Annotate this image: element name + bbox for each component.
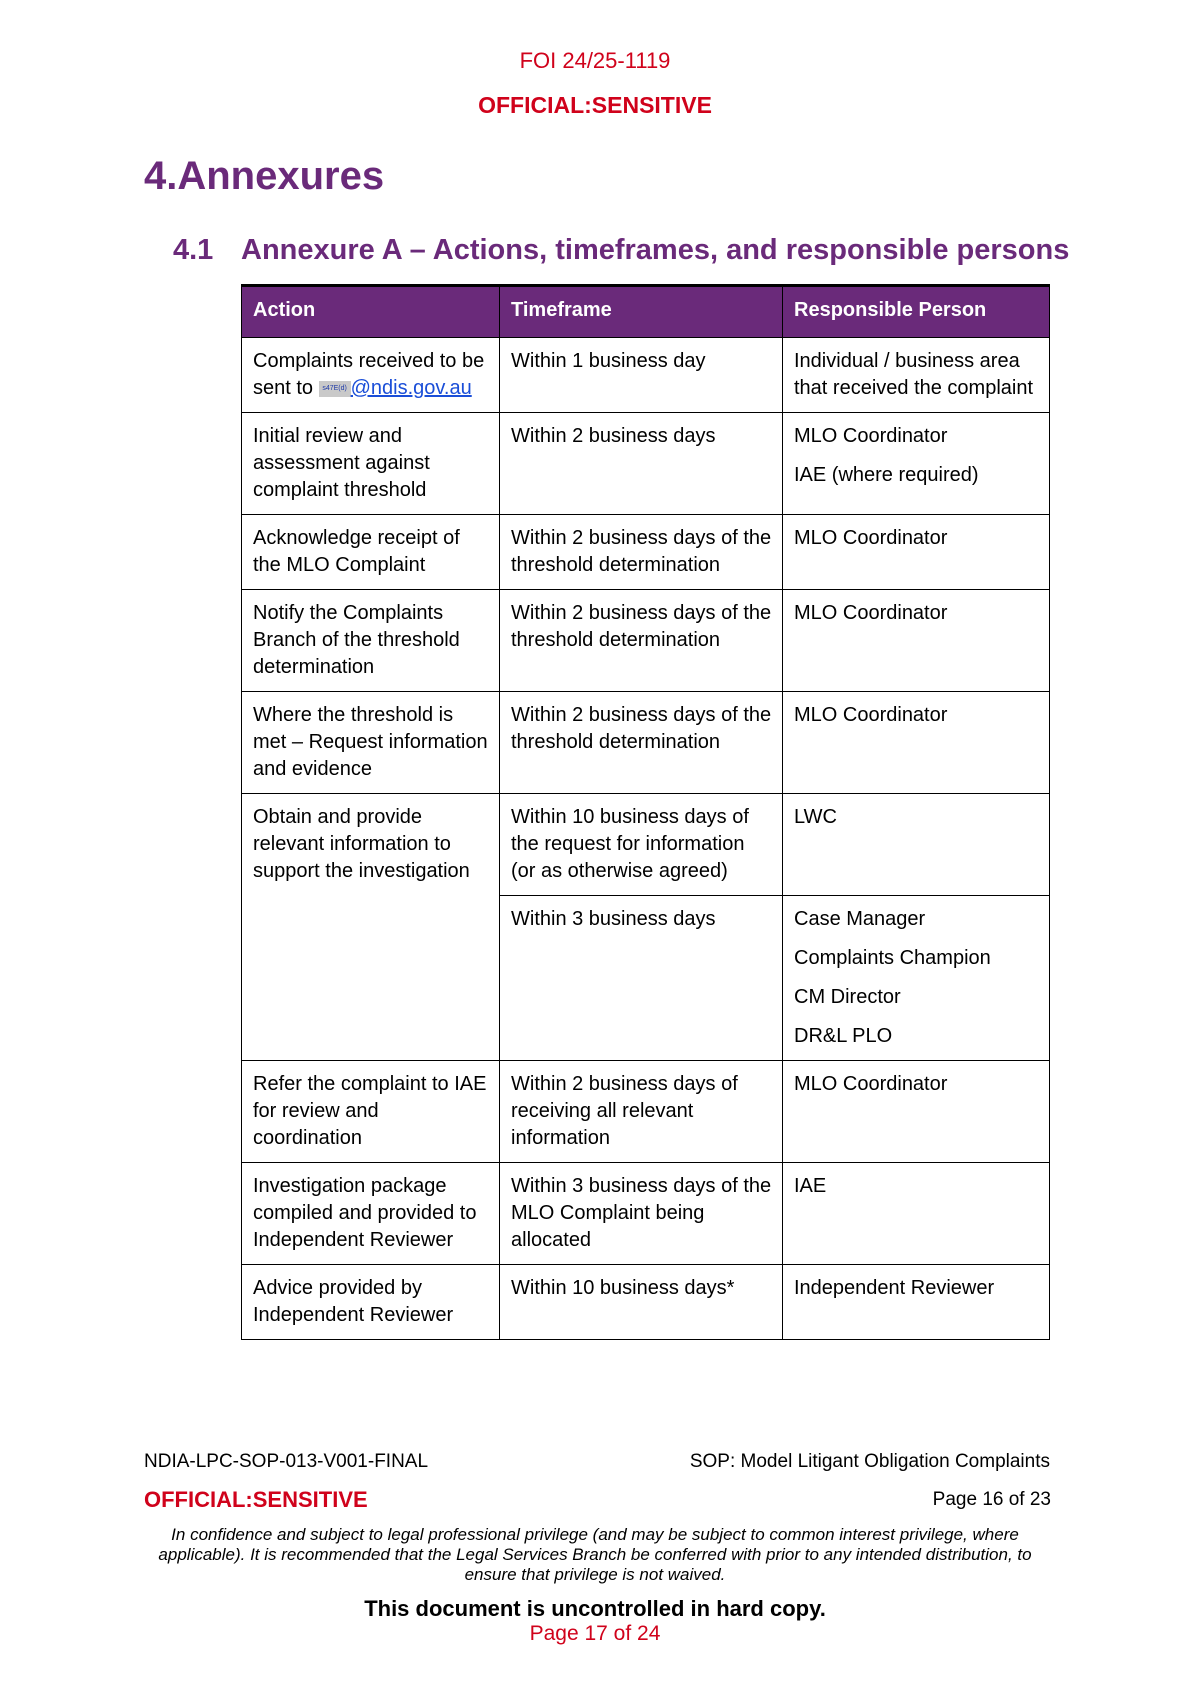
- timeframe-cell: Within 3 business days of the MLO Complaint being allocated: [500, 1163, 783, 1265]
- foi-page-number: Page 17 of 24: [529, 1622, 661, 1645]
- table-row: [242, 692, 1050, 794]
- footer-classification: OFFICIAL:SENSITIVE: [144, 1487, 368, 1512]
- footer-page-number: Page 16 of 23: [932, 1489, 1051, 1510]
- annexure-table: [241, 284, 1050, 1340]
- timeframe-cell: Within 2 business days: [500, 413, 783, 515]
- person-entry: CM Director: [794, 986, 901, 1008]
- timeframe-cell: Within 1 business day: [500, 338, 783, 413]
- person-cell: [783, 896, 1050, 1061]
- action-cell: Investigation package compiled and provided to Independent Reviewer: [242, 1163, 500, 1265]
- footer-uncontrolled-notice: This document is uncontrolled in hard copy.: [364, 1596, 826, 1621]
- subsection-heading: [173, 234, 1069, 267]
- table-row: [242, 1265, 1050, 1340]
- person-entry: DR&L PLO: [794, 1025, 893, 1047]
- foi-reference: FOI 24/25-1119: [519, 48, 671, 73]
- header-timeframe: Timeframe: [500, 286, 783, 338]
- table-row: [242, 413, 1050, 515]
- person-cell: IAE: [783, 1163, 1050, 1265]
- person-entry: Complaints Champion: [794, 947, 991, 969]
- action-cell: Initial review and assessment against complaint threshold: [242, 413, 500, 515]
- person-entry: Case Manager: [794, 908, 926, 930]
- action-cell: [242, 338, 500, 413]
- action-cell: Acknowledge receipt of the MLO Complaint: [242, 515, 500, 590]
- person-cell: [783, 413, 1050, 515]
- classification-header: OFFICIAL:SENSITIVE: [478, 92, 712, 118]
- action-cell: Notify the Complaints Branch of the threshold determination: [242, 590, 500, 692]
- person-entry: IAE (where required): [794, 464, 979, 486]
- email-link[interactable]: @ndis.gov.au: [350, 377, 472, 399]
- timeframe-cell: Within 2 business days of the threshold determination: [500, 590, 783, 692]
- action-cell: Refer the complaint to IAE for review and coordination: [242, 1061, 500, 1163]
- subsection-title: Annexure A – Actions, timeframes, and responsible persons: [241, 234, 1070, 266]
- action-text: Complaints received to be sent to: [253, 350, 485, 399]
- timeframe-cell: Within 10 business days of the request for information (or as otherwise agreed): [500, 794, 783, 896]
- footer-confidentiality-note: In confidence and subject to legal professional privilege (and may be subject to common interest privilege, where applicable). It is recommended that the Legal Services Branch be conferred with prior to any intended distribution, to ensure that privilege is not waived.: [158, 1525, 1032, 1584]
- table-row: [242, 1061, 1050, 1163]
- person-entry: MLO Coordinator: [794, 425, 948, 447]
- header-action: Action: [242, 286, 500, 338]
- subsection-number: 4.1: [173, 234, 214, 266]
- person-cell: MLO Coordinator: [783, 515, 1050, 590]
- header-responsible-person: Responsible Person: [783, 286, 1050, 338]
- table-header-row: [242, 286, 1050, 338]
- person-cell: Individual / business area that received the complaint: [783, 338, 1050, 413]
- section-heading: 4.Annexures: [144, 154, 385, 198]
- action-cell: Advice provided by Independent Reviewer: [242, 1265, 500, 1340]
- person-cell: LWC: [783, 794, 1050, 896]
- timeframe-cell: Within 2 business days of the threshold determination: [500, 692, 783, 794]
- action-cell: Where the threshold is met – Request information and evidence: [242, 692, 500, 794]
- table-row: [242, 338, 1050, 413]
- table-row: [242, 1163, 1050, 1265]
- redaction-box: s47E(d): [319, 381, 351, 397]
- timeframe-cell: Within 2 business days of receiving all relevant information: [500, 1061, 783, 1163]
- footer-sop-title: SOP: Model Litigant Obligation Complaints: [689, 1451, 1050, 1472]
- timeframe-cell: Within 2 business days of the threshold determination: [500, 515, 783, 590]
- action-cell: Obtain and provide relevant information to support the investigation: [242, 794, 500, 1061]
- table-row: [242, 590, 1050, 692]
- footer-doc-id: NDIA-LPC-SOP-013-V001-FINAL: [144, 1451, 429, 1472]
- person-cell: MLO Coordinator: [783, 692, 1050, 794]
- table-row: [242, 515, 1050, 590]
- table-row: [242, 794, 1050, 896]
- timeframe-cell: Within 10 business days*: [500, 1265, 783, 1340]
- person-cell: MLO Coordinator: [783, 590, 1050, 692]
- person-cell: MLO Coordinator: [783, 1061, 1050, 1163]
- person-cell: Independent Reviewer: [783, 1265, 1050, 1340]
- timeframe-cell: Within 3 business days: [500, 896, 783, 1061]
